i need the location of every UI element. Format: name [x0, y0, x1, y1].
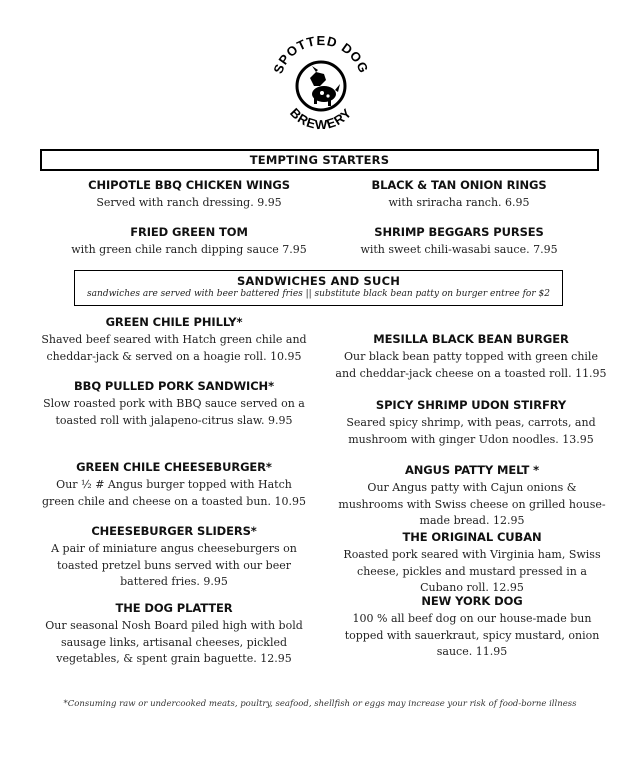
- item-name: MESILLA BLACK BEAN BURGER: [373, 332, 569, 346]
- item-name: BBQ PULLED PORK SANDWICH*: [73, 379, 274, 393]
- item-description: Served with ranch dressing. 9.95: [96, 196, 282, 209]
- item-name: CHIPOTLE BBQ CHICKEN WINGS: [88, 178, 290, 192]
- item-description: with sriracha ranch. 6.95: [388, 196, 530, 209]
- item-description: Our ½ # Angus burger topped with Hatch green chile and cheese on a toasted bun. 10.95: [42, 478, 306, 508]
- menu-item: [336, 530, 608, 597]
- section-note: sandwiches are served with beer battered fries || substitute black bean patty on burger entree for $2: [87, 289, 550, 299]
- menu-item: [332, 398, 610, 448]
- brewery-logo: [266, 28, 376, 138]
- item-name: ANGUS PATTY MELT *: [404, 463, 540, 477]
- logo-text-bottom: BREWERY: [287, 104, 355, 133]
- dog-icon: [266, 28, 376, 138]
- item-name: GREEN CHILE CHEESEBURGER*: [76, 460, 272, 474]
- item-description: 100 % all beef dog on our house-made bun topped with sauerkraut, spicy mustard, onion sauce. 11.95: [344, 612, 600, 658]
- menu-item: [40, 601, 308, 668]
- item-name: GREEN CHILE PHILLY*: [105, 315, 243, 329]
- item-description: Our black bean patty topped with green chile and cheddar-jack cheese on a toasted roll. 11.95: [335, 350, 607, 380]
- menu-item: [336, 463, 608, 530]
- item-description: Our seasonal Nosh Board piled high with bold sausage links, artisanal cheeses, pickled vegetables, & spent grain baguette. 12.95: [45, 619, 303, 665]
- menu-item: [334, 178, 584, 212]
- sandwiches-banner: [74, 270, 563, 306]
- section-title: SANDWICHES AND SUCH: [236, 274, 401, 288]
- menu-item: [60, 178, 318, 212]
- item-name: BLACK & TAN ONION RINGS: [371, 178, 547, 192]
- item-name: SPICY SHRIMP UDON STIRFRY: [375, 398, 567, 412]
- starters-banner: [40, 149, 599, 171]
- allergy-footnote: *Consuming raw or undercooked meats, poultry, seafood, shellfish or eggs may increase your risk of food-borne illness: [63, 699, 577, 709]
- item-name: NEW YORK DOG: [421, 594, 523, 608]
- item-name: FRIED GREEN TOM: [130, 225, 248, 239]
- logo-text-top: SPOTTED DOG: [270, 32, 372, 76]
- item-name: CHEESEBURGER SLIDERS*: [91, 524, 257, 538]
- item-description: with green chile ranch dipping sauce 7.95: [71, 243, 307, 256]
- item-name: SHRIMP BEGGARS PURSES: [374, 225, 544, 239]
- item-description: Roasted pork seared with Virginia ham, Swiss cheese, pickles and mustard pressed in a Cubano roll. 12.95: [343, 548, 601, 594]
- item-description: Our Angus patty with Cajun onions & mushrooms with Swiss cheese on grilled house-made bread. 12.95: [338, 481, 606, 527]
- item-description: Shaved beef seared with Hatch green chile and cheddar-jack & served on a hoagie roll. 10.95: [41, 333, 307, 363]
- item-description: with sweet chili-wasabi sauce. 7.95: [360, 243, 558, 256]
- item-name: THE ORIGINAL CUBAN: [402, 530, 542, 544]
- menu-item: [334, 225, 584, 259]
- menu-item: [340, 594, 604, 661]
- menu-item: [60, 225, 318, 259]
- menu-item: [40, 379, 308, 429]
- section-title: TEMPTING STARTERS: [249, 153, 390, 167]
- item-description: Seared spicy shrimp, with peas, carrots, and mushroom with ginger Udon noodles. 13.95: [346, 416, 596, 446]
- item-description: Slow roasted pork with BBQ sauce served on a toasted roll with jalapeno-citrus slaw. 9.95: [43, 397, 305, 427]
- menu-item: [36, 524, 312, 591]
- menu-item: [40, 315, 308, 365]
- item-description: A pair of miniature angus cheeseburgers on toasted pretzel buns served with our beer battered fries. 9.95: [51, 542, 297, 588]
- item-name: THE DOG PLATTER: [115, 601, 233, 615]
- menu-item: [40, 460, 308, 510]
- svg-text:SPOTTED DOG: [270, 33, 371, 76]
- menu-item: [332, 332, 610, 382]
